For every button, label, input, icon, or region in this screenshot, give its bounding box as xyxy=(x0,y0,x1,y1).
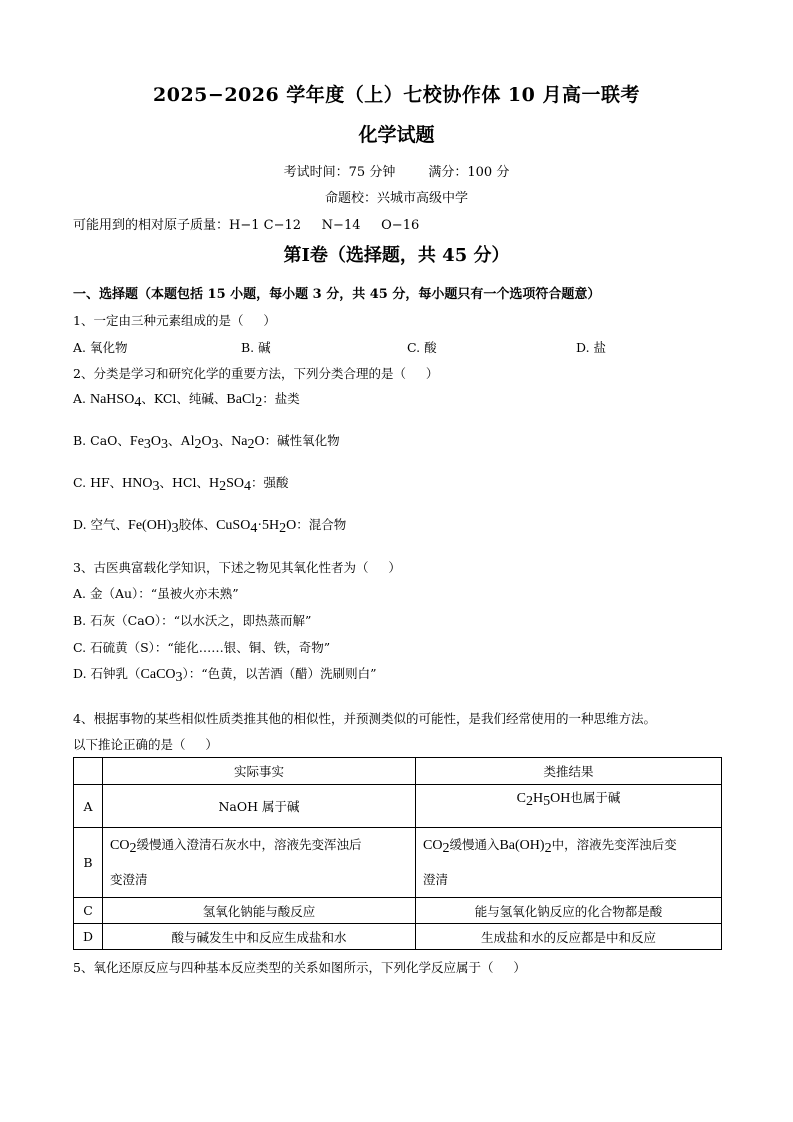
q2-option-c: C. HF、$HNO_3$、HCl、$H_2SO_4$：强酸 xyxy=(73,475,289,494)
exam-title: 2025−2026 学年度（上）七校协作体 10 月高一联考 xyxy=(153,84,640,106)
q1-option-d: D. 盐 xyxy=(576,340,607,355)
q3-option-c: C. 石硫黄（S）：“能化……银、铜、铁，奇物” xyxy=(73,640,331,655)
header-fact: 实际事实 xyxy=(103,758,416,785)
school-info: 命题校：兴城市高级中学 xyxy=(324,191,468,206)
q3-option-b: B. 石灰（CaO）：“以水沃之，即热蒸而解” xyxy=(73,613,312,628)
q2-option-d: D. 空气、$Fe(OH)_3$胶体、$CuSO_4\cdot 5H_2O$：混合物 xyxy=(73,517,347,536)
row-label: A xyxy=(74,785,103,828)
row-label: C xyxy=(74,898,103,924)
table-row xyxy=(74,898,722,924)
inference-cell: $CO_2$缓慢通入$Ba(OH)_2$中，溶液先变浑浊后变 澄清 xyxy=(416,828,722,898)
q4-table xyxy=(73,757,722,950)
table-row xyxy=(74,924,722,950)
row-label: D xyxy=(74,924,103,950)
q2-option-b: B. CaO、$Fe_3O_3$、$Al_2O_3$、$Na_2O$：碱性氧化物 xyxy=(73,433,340,452)
fact-cell: 氢氧化钠能与酸反应 xyxy=(103,898,416,924)
fact-cell: 酸与碱发生中和反应生成盐和水 xyxy=(103,924,416,950)
q5-stem: 5、氧化还原反应与四种基本反应类型的关系如图所示，下列化学反应属于（ ） xyxy=(73,960,526,975)
q1-stem: 1、一定由三种元素组成的是（ ） xyxy=(73,313,276,328)
header-inference: 类推结果 xyxy=(416,758,722,785)
atomic-masses: 可能用到的相对原子质量：H−1 C−12 N−14 O−16 xyxy=(73,218,420,233)
q2-option-a: A. NaHSO$_4$、KCl、纯碱、BaCl$_2$：盐类 xyxy=(73,391,300,410)
inference-cell: 生成盐和水的反应都是中和反应 xyxy=(416,924,722,950)
q3-option-a: A. 金（Au）：“虽被火亦未熟” xyxy=(73,586,239,601)
q1-option-a: A. 氧化物 xyxy=(73,340,128,355)
q1-option-b: B. 碱 xyxy=(241,340,271,355)
q3-option-d: D. 石钟乳（CaCO$_3$）：“色黄，以苦酒（醋）洗刷则白” xyxy=(73,666,377,685)
inference-cell: 能与氢氧化钠反应的化合物都是酸 xyxy=(416,898,722,924)
table-header-row xyxy=(74,758,722,785)
q3-stem: 3、古医典富载化学知识，下述之物见其氧化性者为（ ） xyxy=(73,560,401,575)
q1-option-c: C. 酸 xyxy=(407,340,437,355)
exam-info: 考试时间：75 分钟 满分：100 分 xyxy=(283,165,510,180)
table-row xyxy=(74,785,722,828)
table-row xyxy=(74,828,722,898)
row-label: B xyxy=(74,828,103,898)
section-title: 一、选择题（本题包括 15 小题，每小题 3 分，共 45 分，每小题只有一个选项符合题意） xyxy=(73,287,601,302)
part1-title: 第Ⅰ卷（选择题，共 45 分） xyxy=(283,245,510,266)
q2-stem: 2、分类是学习和研究化学的重要方法，下列分类合理的是（ ） xyxy=(73,366,439,381)
fact-cell: $CO_2$缓慢通入澄清石灰水中，溶液先变浑浊后 变澄清 xyxy=(103,828,416,898)
q4-stem-line2: 以下推论正确的是（ ） xyxy=(73,737,218,752)
inference-cell: $C_2H_5OH$也属于碱 xyxy=(416,785,722,828)
subject-title: 化学试题 xyxy=(358,124,435,146)
q4-stem-line1: 4、根据事物的某些相似性质类推其他的相似性，并预测类似的可能性，是我们经常使用的一种思维方法。 xyxy=(73,711,656,726)
header-empty-cell xyxy=(74,758,103,785)
fact-cell: NaOH 属于碱 xyxy=(103,785,416,828)
